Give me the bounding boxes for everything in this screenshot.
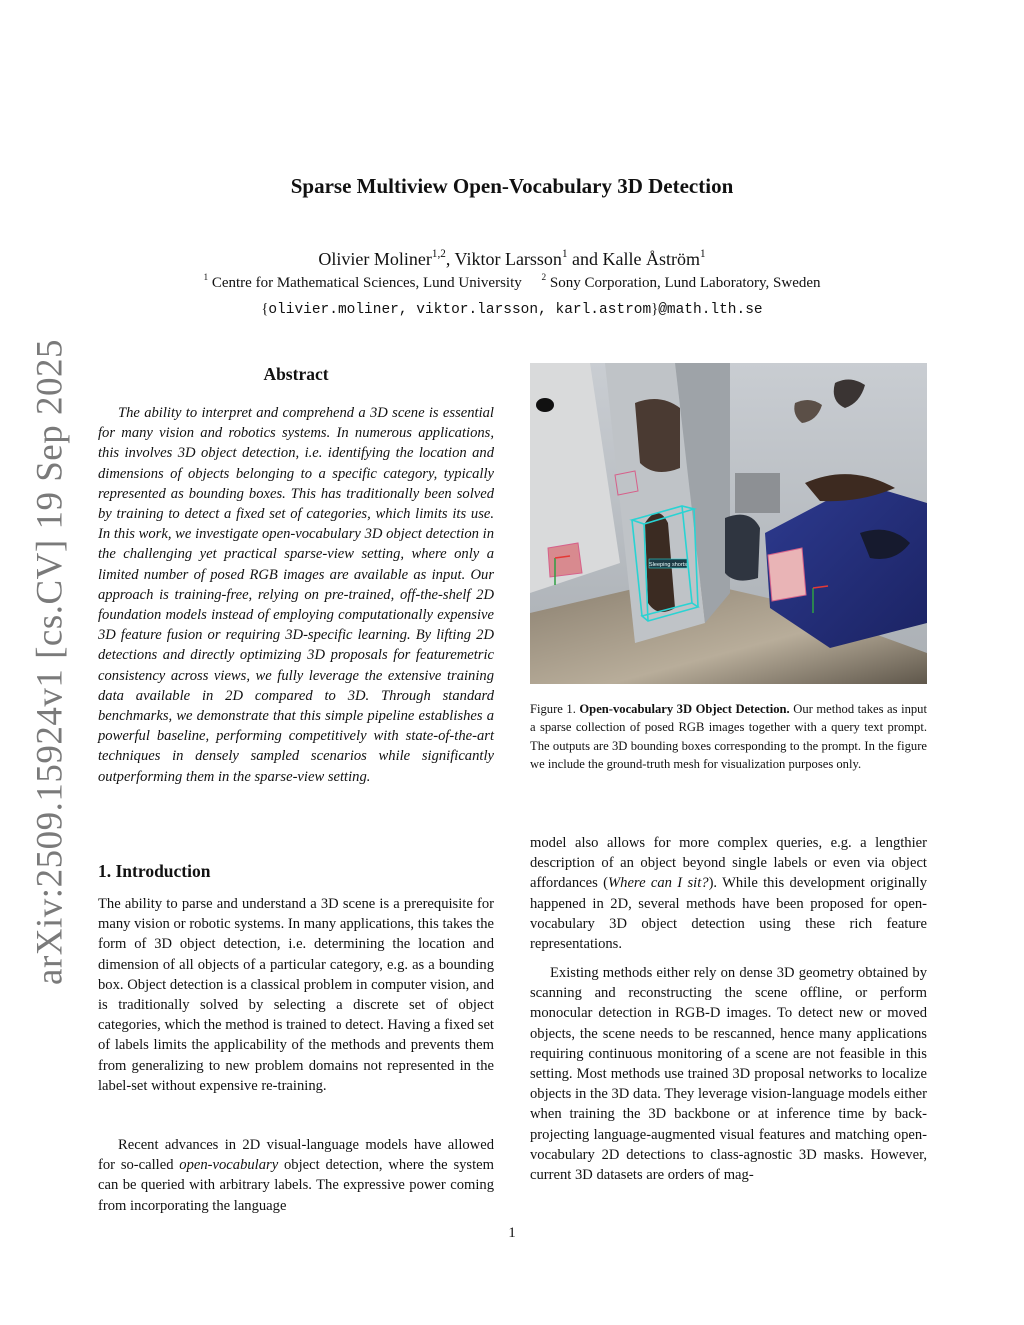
affiliation-mark: 1 xyxy=(561,247,568,260)
affiliation-2: Sony Corporation, Lund Laboratory, Sweden xyxy=(549,275,821,291)
email-domain: @math.lth.se xyxy=(658,302,763,318)
scene-render xyxy=(530,363,927,684)
affiliation-1: Centre for Mathematical Sciences, Lund University xyxy=(211,275,522,291)
paper-title: Sparse Multiview Open-Vocabulary 3D Detection xyxy=(290,174,734,198)
emphasis: Where can I sit? xyxy=(608,875,709,892)
affiliation-mark: 1 xyxy=(700,247,706,260)
right-paragraph-2: Existing methods either rely on dense 3D geometry obtained by scanning and reconstructing the scene offline, or perform monocular detection in RGB-D images. To detect new or moved objects, the scene needs to be rescanned, hence many applications requiring continuous monitoring of a scene are not feasible in this setting. Most methods use trained 3D proposal networks to localize objects in the 3D data. They leverage vision-language models either when training the 3D backbone or at inference time by back-projecting language-augmented visual features and matching open-vocabulary 2D detections to class-agnostic 3D masks. However, current 3D datasets are orders of mag- xyxy=(530,965,927,1184)
arxiv-stamp: arXiv:2509.15924v1 [cs.CV] 19 Sep 2025 xyxy=(29,339,71,985)
author-emails xyxy=(0,301,1024,318)
emphasis: open-vocabulary xyxy=(179,1157,279,1174)
text-run: model also allows for more complex queries, e.g. a lengthier description of an object beyond single labels or even via object affordances ( xyxy=(530,835,927,892)
box-label-tag: Sleeping shorts xyxy=(649,562,687,568)
affiliation-mark: 1,2 xyxy=(431,247,446,260)
affiliation-mark: 1 xyxy=(203,273,209,284)
intro-paragraph-1: The ability to parse and understand a 3D scene is a prerequisite for many vision or robotic systems. In many applications, this takes the form of 3D object detection, i.e. determining the location and dimension of all objects of a particular category, e.g. as a bounding box. Object detection is a classical problem in computer vision, and is traditionally solved by selecting a discrete set of object categories, which the method is trained to detect. Having a fixed set of labels limits the applicability of the methods and prevents them from generalizing to new problem domains not represented in the label-set without expensive re-training. xyxy=(98,896,494,1094)
author-name: Olivier Moliner xyxy=(318,249,432,269)
figure-bold-title: Open-vocabulary 3D Object Detection. xyxy=(579,702,790,716)
text-run: object detection, where the system can be queried with arbitrary labels. The expressive power coming from incorporating the language xyxy=(98,1157,494,1214)
figure-caption-text: Our method takes as input a sparse collection of posed RGB images together with a query text prompt. The outputs are 3D bounding boxes corresponding to the prompt. In the figure we include the ground-truth mesh for visualization purposes only. xyxy=(530,702,927,771)
affiliations xyxy=(0,275,1024,292)
email-names: olivier.moliner, viktor.larsson, karl.astrom xyxy=(268,302,652,318)
intro-paragraph-2 xyxy=(98,1135,494,1216)
figure-1-image xyxy=(530,363,927,684)
email-brace-close: } xyxy=(651,301,659,317)
email-brace-open: { xyxy=(261,301,269,317)
figure-1-caption xyxy=(530,700,927,773)
page-number: 1 xyxy=(508,1225,516,1241)
figure-label: Figure 1. xyxy=(530,702,576,716)
author-name: Kalle Åström xyxy=(602,249,700,269)
author-name: Viktor Larsson xyxy=(454,249,562,269)
affiliation-mark: 2 xyxy=(541,273,547,284)
author-list: Olivier Moliner$^{1,2}$, Viktor Larsson$^1$ and Kalle Åström$^1$ xyxy=(318,247,706,269)
author-conjunction: and xyxy=(572,249,599,269)
text-run: Recent advances in 2D visual-language models have allowed for so-called xyxy=(98,1137,494,1174)
right-paragraph-1 xyxy=(530,833,927,954)
abstract-heading: Abstract xyxy=(263,364,329,384)
abstract-text: The ability to interpret and comprehend a 3D scene is essential for many vision and robotics systems. In numerous applications, this involves 3D object detection, i.e. identifying the location and dimensions of objects belonging to a specific category, typically represented as bounding boxes. This has traditionally been solved by training to detect a fixed set of categories, which limits its use. In this work, we investigate open-vocabulary 3D object detection in the challenging yet practical sparse-view setting, where only a limited number of posed RGB images are available as input. Our approach is training-free, relying on pre-trained, off-the-shelf 2D foundation models instead of employing computationally expensive 3D feature fusion or requiring 3D-specific learning. By lifting 2D detections and directly optimizing 3D proposals for featuremetric consistency across views, we fully leverage the extensive training data available in 2D compared to 3D. Through standard benchmarks, we demonstrate that this simple pipeline establishes a powerful baseline, performing competitively with state-of-the-art techniques in densely sampled scenarios while significantly outperforming them in the sparse-view setting. xyxy=(98,405,494,785)
section-heading-introduction: 1. Introduction xyxy=(98,861,211,881)
text-run: ). While this development originally happened in 2D, several methods have been proposed for open-vocabulary 3D object detection using these rich feature representations. xyxy=(530,875,927,953)
